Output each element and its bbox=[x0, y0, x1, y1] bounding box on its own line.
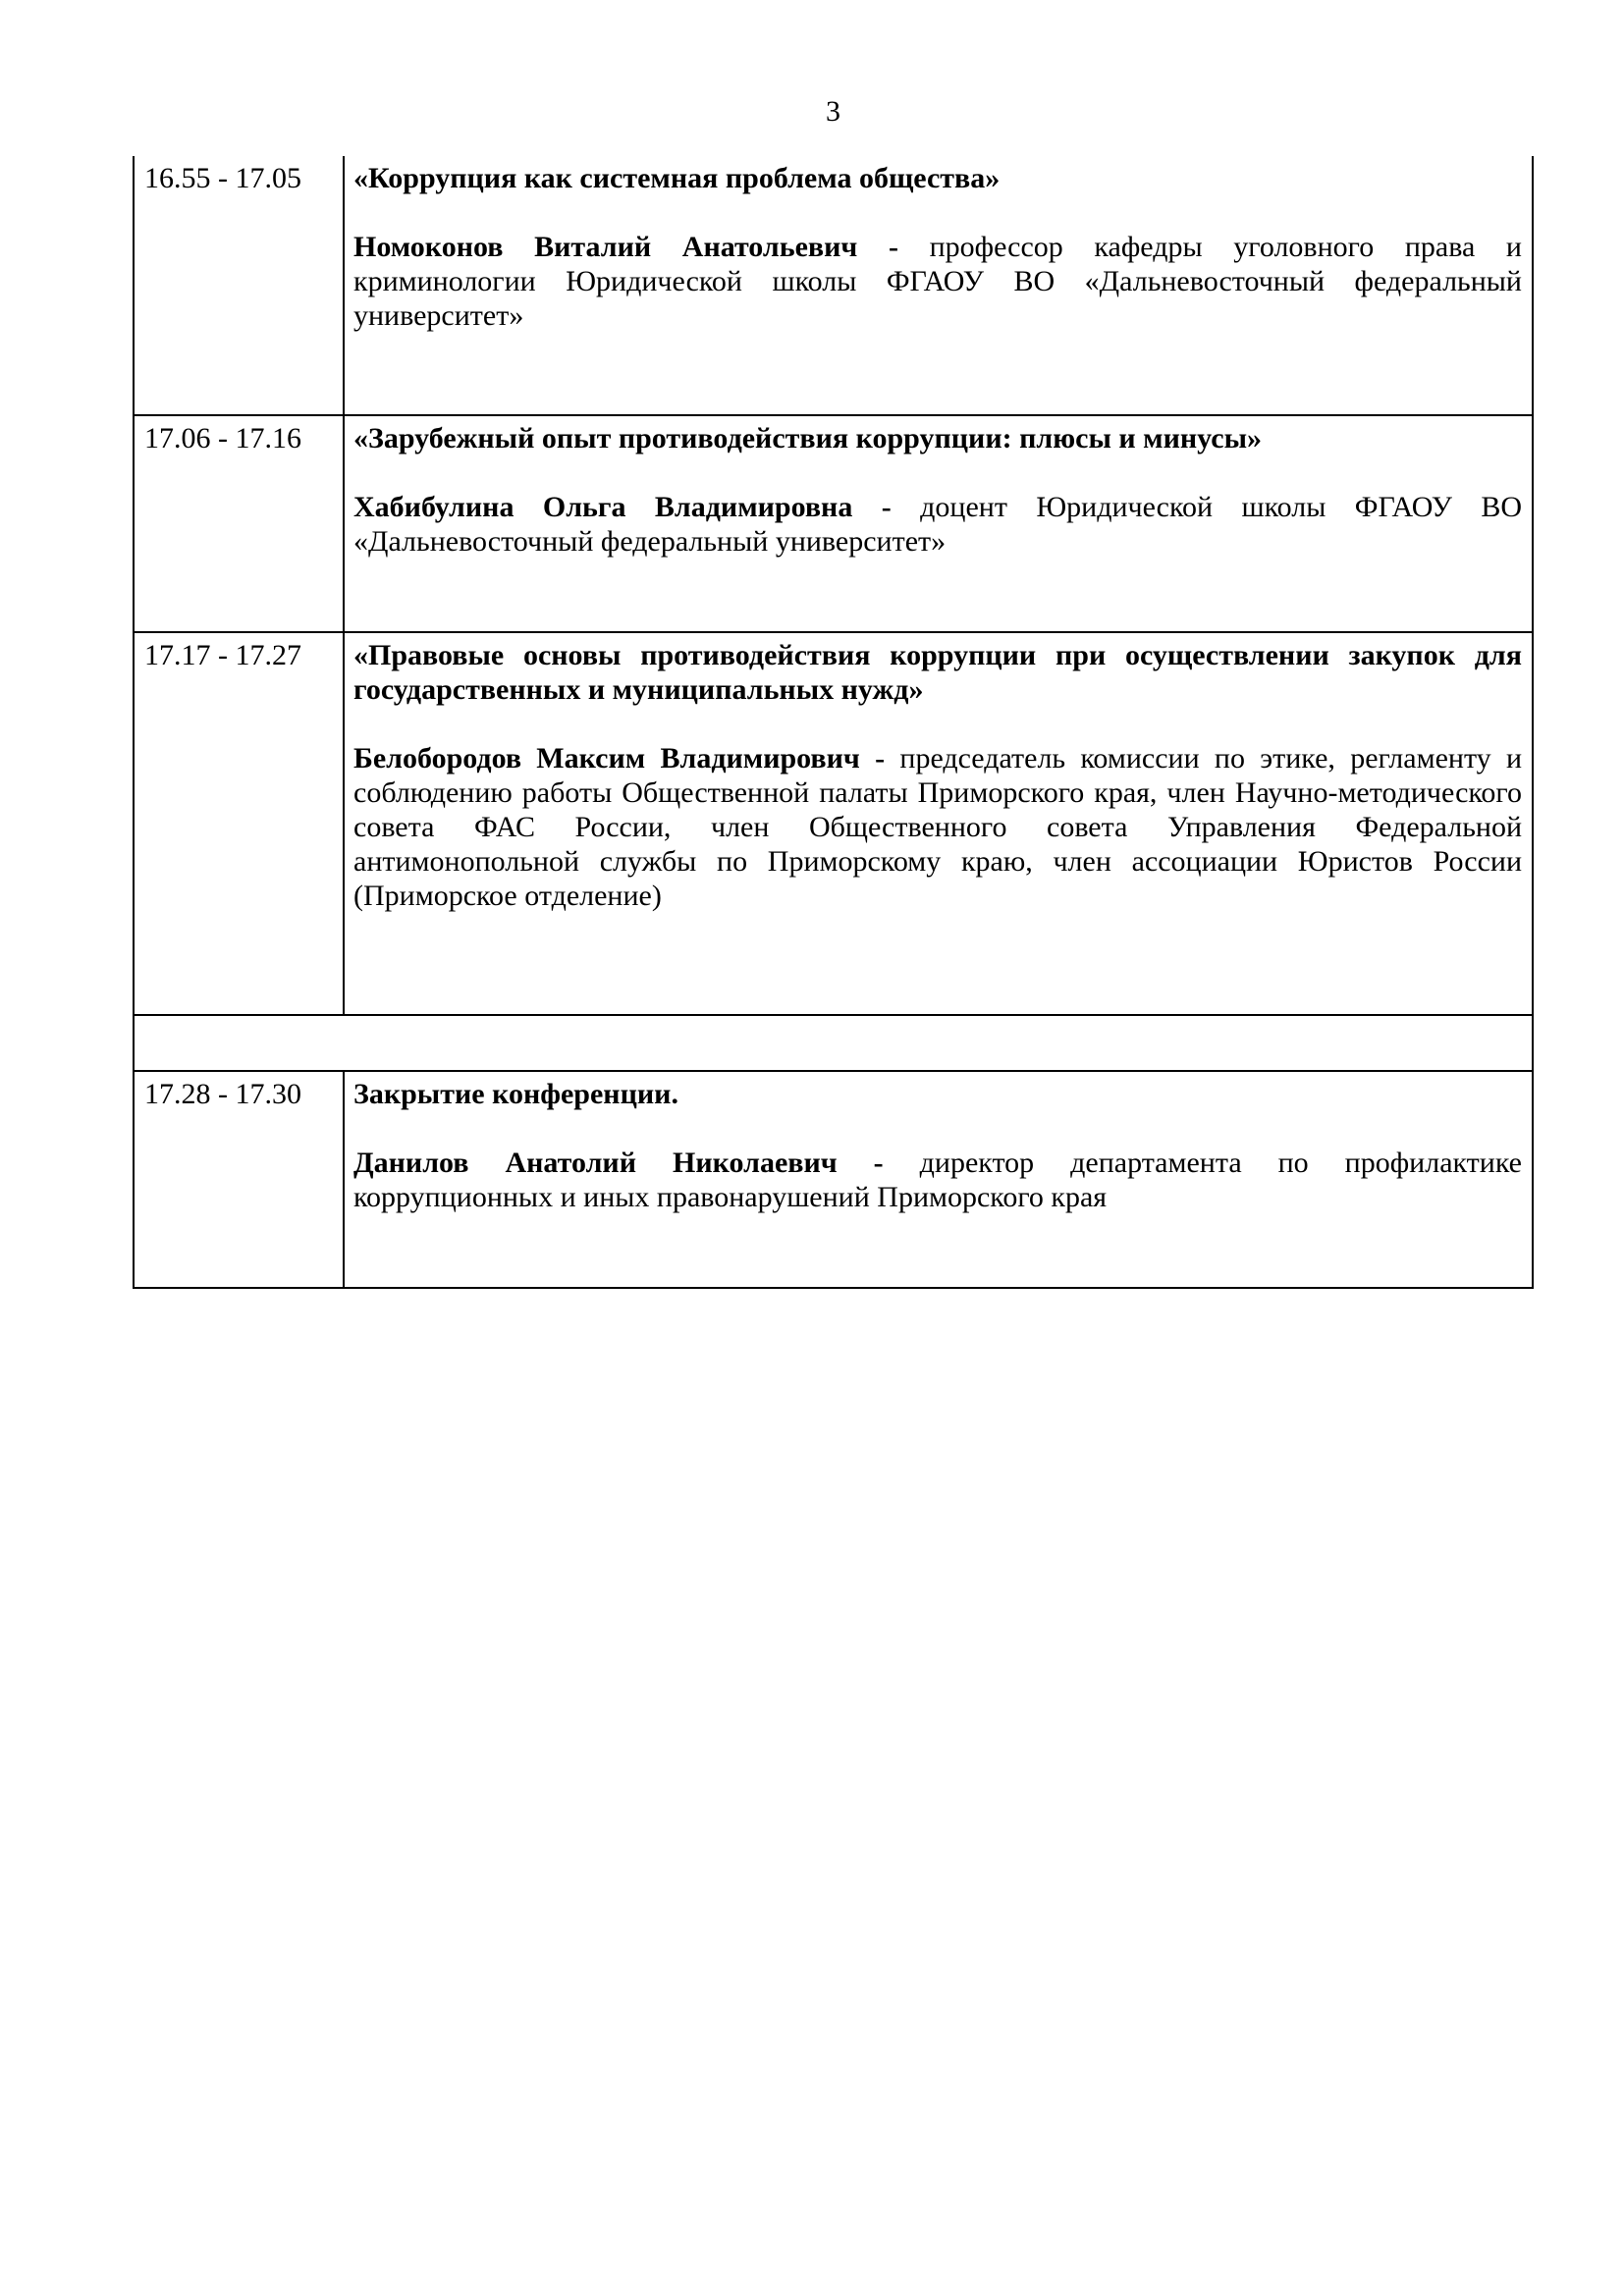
session-title: «Правовые основы противодействия коррупции при осуществлении закупок для государственных и муниципальных нужд» bbox=[353, 639, 1522, 706]
empty-spacer-row bbox=[135, 1016, 1532, 1072]
speaker-paragraph bbox=[353, 230, 1522, 333]
speaker-name: Белобородов Максим Владимирович - bbox=[353, 742, 886, 774]
time-cell: 16.55 - 17.05 bbox=[135, 156, 345, 414]
time-cell: 17.06 - 17.16 bbox=[135, 416, 345, 631]
table-row bbox=[135, 633, 1532, 1016]
content-cell bbox=[345, 633, 1532, 1014]
time-cell: 17.17 - 17.27 bbox=[135, 633, 345, 1014]
speaker-paragraph bbox=[353, 1146, 1522, 1214]
session-title: Закрытие конференции. bbox=[353, 1078, 678, 1110]
schedule-table bbox=[133, 156, 1534, 1289]
speaker-name: Номоконов Виталий Анатольевич - bbox=[353, 231, 898, 263]
page-number: 3 bbox=[826, 95, 840, 128]
speaker-name: Данилов Анатолий Николаевич - bbox=[353, 1147, 884, 1179]
speaker-description: доцент Юридической школы ФГАОУ ВО «Дальневосточный федеральный университет» bbox=[353, 491, 1522, 558]
speaker-description: директор департамента по профилактике коррупционных и иных правонарушений Приморского края bbox=[353, 1147, 1522, 1213]
speaker-name: Хабибулина Ольга Владимировна - bbox=[353, 491, 892, 523]
speaker-paragraph bbox=[353, 490, 1522, 559]
session-title: «Коррупция как системная проблема общества» bbox=[353, 162, 1001, 194]
table-row bbox=[135, 1072, 1532, 1289]
content-cell bbox=[345, 416, 1532, 631]
speaker-description: профессор кафедры уголовного права и криминологии Юридической школы ФГАОУ ВО «Дальневосточный федеральный университет» bbox=[353, 231, 1522, 332]
session-title: «Зарубежный опыт противодействия коррупции: плюсы и минусы» bbox=[353, 422, 1262, 454]
table-row bbox=[135, 416, 1532, 633]
time-cell: 17.28 - 17.30 bbox=[135, 1072, 345, 1287]
speaker-description: председатель комиссии по этике, регламенту и соблюдению работы Общественной палаты Приморского края, член Научно-методического совета ФАС России, член Общественного совета Управления Федеральной антимонопольной службы по Приморскому краю, член ассоциации Юристов России (Приморское отделение) bbox=[353, 742, 1522, 912]
content-cell bbox=[345, 1072, 1532, 1287]
table-row bbox=[135, 156, 1532, 416]
speaker-paragraph bbox=[353, 741, 1522, 913]
content-cell bbox=[345, 156, 1532, 414]
